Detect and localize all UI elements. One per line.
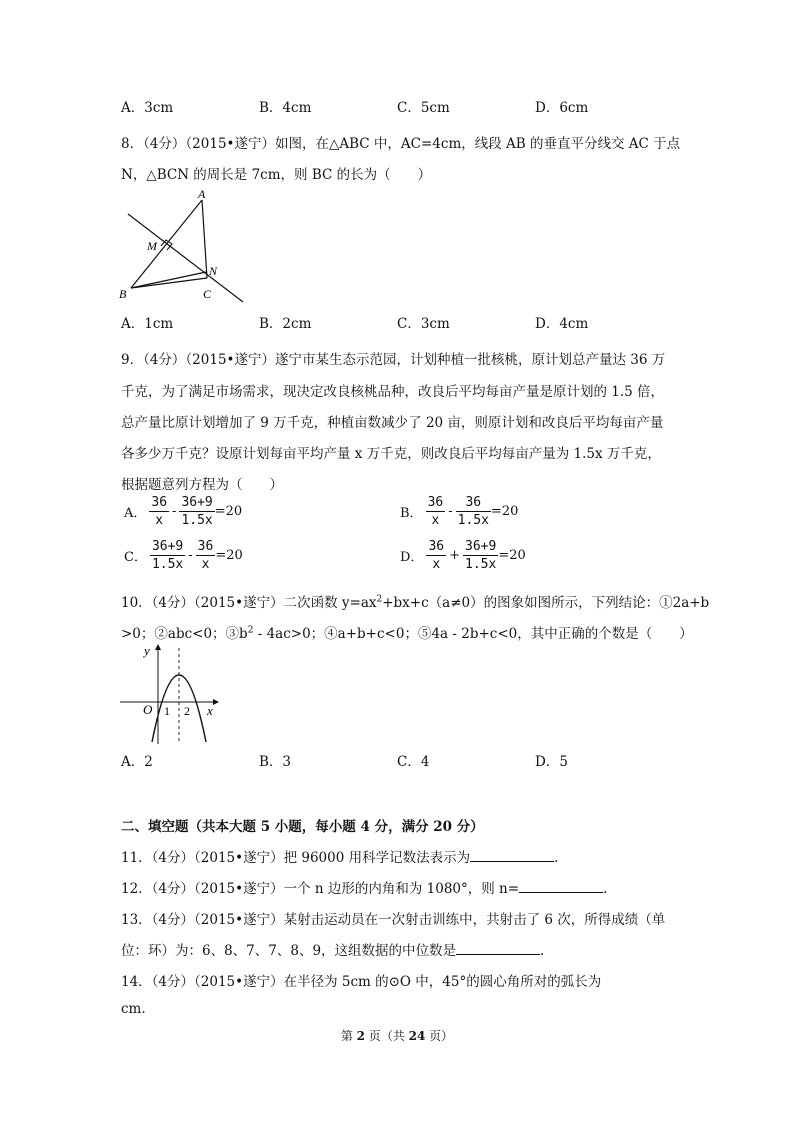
label-a: A [198, 188, 206, 201]
q10-option-c: C．4 [397, 754, 430, 770]
fraction [150, 538, 185, 573]
q9-stem-line1: 9．（4分）（2015•遂宁）遂宁市某生态示范园，计划种植一批核桃，原计划总产量达 36 万 [121, 352, 666, 368]
answer-blank [470, 847, 554, 862]
q9-stem-line3: 总产量比原计划增加了 9 万千克，种植亩数减少了 20 亩，则原计划和改良后平均每亩产量 [121, 415, 664, 431]
answer-blank [456, 940, 540, 955]
triangle-side-ac [202, 200, 207, 278]
label-m: M [147, 239, 157, 253]
fraction [426, 538, 446, 573]
operator: + [449, 548, 460, 563]
option-label: D． [400, 550, 424, 565]
fraction [196, 538, 216, 573]
text: - 4ac>0；④a+b+c<0；⑤4a - 2b+c<0，其中正确的个数是（ ） [253, 626, 693, 642]
q8-triangle-figure [118, 188, 253, 306]
numerator: 36+9 [151, 539, 184, 554]
rhs: =20 [490, 504, 519, 519]
numerator: 36+9 [465, 539, 497, 554]
q10-option-d: D．5 [535, 754, 568, 770]
q9-option-d [397, 538, 526, 573]
total-pages: 24 [408, 1029, 426, 1043]
text: 页） [425, 1029, 454, 1043]
q10-parabola-figure [118, 642, 223, 746]
q10-option-b: B．3 [259, 754, 292, 770]
text: . [540, 943, 545, 959]
page-footer [0, 1027, 794, 1044]
page-number: 2 [356, 1029, 365, 1043]
denominator: x [432, 557, 441, 572]
q10-option-a: A．2 [121, 754, 153, 770]
text: 12．（4分）（2015•遂宁）一个 n 边形的内角和为 1080°，则 n= [121, 881, 520, 897]
text: +bx+c（a≠0）的图象如图所示，下列结论：①2a+b [382, 595, 710, 611]
q9-option-a [121, 494, 242, 529]
fraction [463, 538, 498, 573]
q8-option-b: B．2cm [259, 316, 312, 332]
label-b: B [119, 287, 127, 301]
numerator: 36 [197, 539, 214, 554]
label-x: x [207, 703, 213, 718]
text: 10．（4分）（2015•遂宁）二次函数 y=ax [121, 595, 377, 611]
q13-stem-line1: 13．（4分）（2015•遂宁）某射击运动员在一次射击训练中，共射击了 6 次，所得成绩（单 [121, 912, 666, 928]
denominator: 1.5x [151, 557, 184, 572]
option-label: A． [124, 506, 147, 521]
q14-stem-line2: cm. [121, 1001, 146, 1017]
option-label: C． [124, 550, 147, 565]
fraction [179, 494, 214, 529]
q8-option-c: C．3cm [397, 316, 450, 332]
q9-stem-line2: 千克，为了满足市场需求，现决定改良核桃品种，改良后平均每亩产量是原计划的 1.5 倍， [121, 384, 665, 400]
operator: - [188, 548, 193, 563]
operator: - [172, 504, 177, 519]
label-c: C [203, 287, 212, 301]
q12-stem [121, 877, 607, 897]
numerator: 36 [427, 495, 444, 510]
denominator: x [431, 513, 440, 528]
q9-stem-line5: 根据题意列方程为（ ） [121, 477, 283, 493]
rhs: =20 [215, 548, 243, 563]
q11-stem [121, 846, 558, 866]
numerator: 36 [151, 495, 168, 510]
label-y: y [144, 643, 150, 658]
q10-stem-line1 [121, 591, 709, 611]
option-label: B． [400, 506, 423, 521]
q7-option-b: B．4cm [259, 100, 312, 116]
text: . [554, 850, 559, 866]
perpendicular-bisector [128, 214, 243, 302]
q10-stem-line2 [121, 622, 693, 642]
q8-option-d: D．4cm [535, 316, 589, 332]
q13-stem-line2 [121, 939, 544, 959]
fraction [426, 494, 446, 529]
denominator: x [201, 557, 210, 572]
superscript: 2 [376, 594, 383, 605]
q7-option-d: D．6cm [535, 100, 589, 116]
label-tick-1: 1 [164, 704, 170, 718]
text: 位：环）为：6、8、7、7、8、9，这组数据的中位数是 [121, 943, 457, 959]
q7-option-a: A．3cm [121, 100, 174, 116]
operator: - [448, 504, 453, 519]
numerator: 36+9 [181, 495, 213, 510]
q8-stem-line2: N，△BCN 的周长是 7cm，则 BC 的长为（ ） [121, 167, 432, 183]
superscript: 2 [247, 625, 254, 636]
text: . [603, 881, 608, 897]
q9-stem-line4: 各多少万千克？设原计划每亩平均产量 x 万千克，则改良后平均每亩产量为 1.5x 万千克， [121, 446, 661, 462]
q9-option-b [397, 494, 518, 529]
numerator: 36 [428, 539, 445, 554]
rhs: =20 [214, 504, 243, 519]
fraction [149, 494, 169, 529]
text: >0；②abc<0；③b [121, 626, 248, 642]
text: 第 [340, 1029, 357, 1043]
denominator: 1.5x [457, 513, 489, 528]
section-2-heading: 二、填空题（共本大题 5 小题，每小题 4 分，满分 20 分） [121, 819, 484, 835]
denominator: x [155, 513, 164, 528]
q8-stem-line1: 8．（4分）（2015•遂宁）如图，在△ABC 中，AC=4cm，线段 AB 的垂直平分线交 AC 于点 [121, 136, 681, 152]
label-origin: O [143, 702, 153, 717]
q14-stem-line1: 14．（4分）（2015•遂宁）在半径为 5cm 的⊙O 中，45°的圆心角所对的弧长为 [121, 974, 602, 990]
fraction [456, 494, 491, 529]
label-tick-2: 2 [184, 704, 190, 718]
denominator: 1.5x [181, 513, 213, 528]
q8-option-a: A．1cm [121, 316, 174, 332]
answer-blank [519, 878, 603, 893]
text: 11．（4分）（2015•遂宁）把 96000 用科学记数法表示为 [121, 850, 471, 866]
numerator: 36 [456, 494, 491, 512]
rhs: =20 [498, 548, 526, 563]
q9-option-c [121, 538, 243, 573]
label-n: N [209, 264, 218, 278]
q7-option-c: C．5cm [397, 100, 450, 116]
denominator: 1.5x [465, 557, 497, 572]
text: 页（共 [365, 1029, 409, 1043]
